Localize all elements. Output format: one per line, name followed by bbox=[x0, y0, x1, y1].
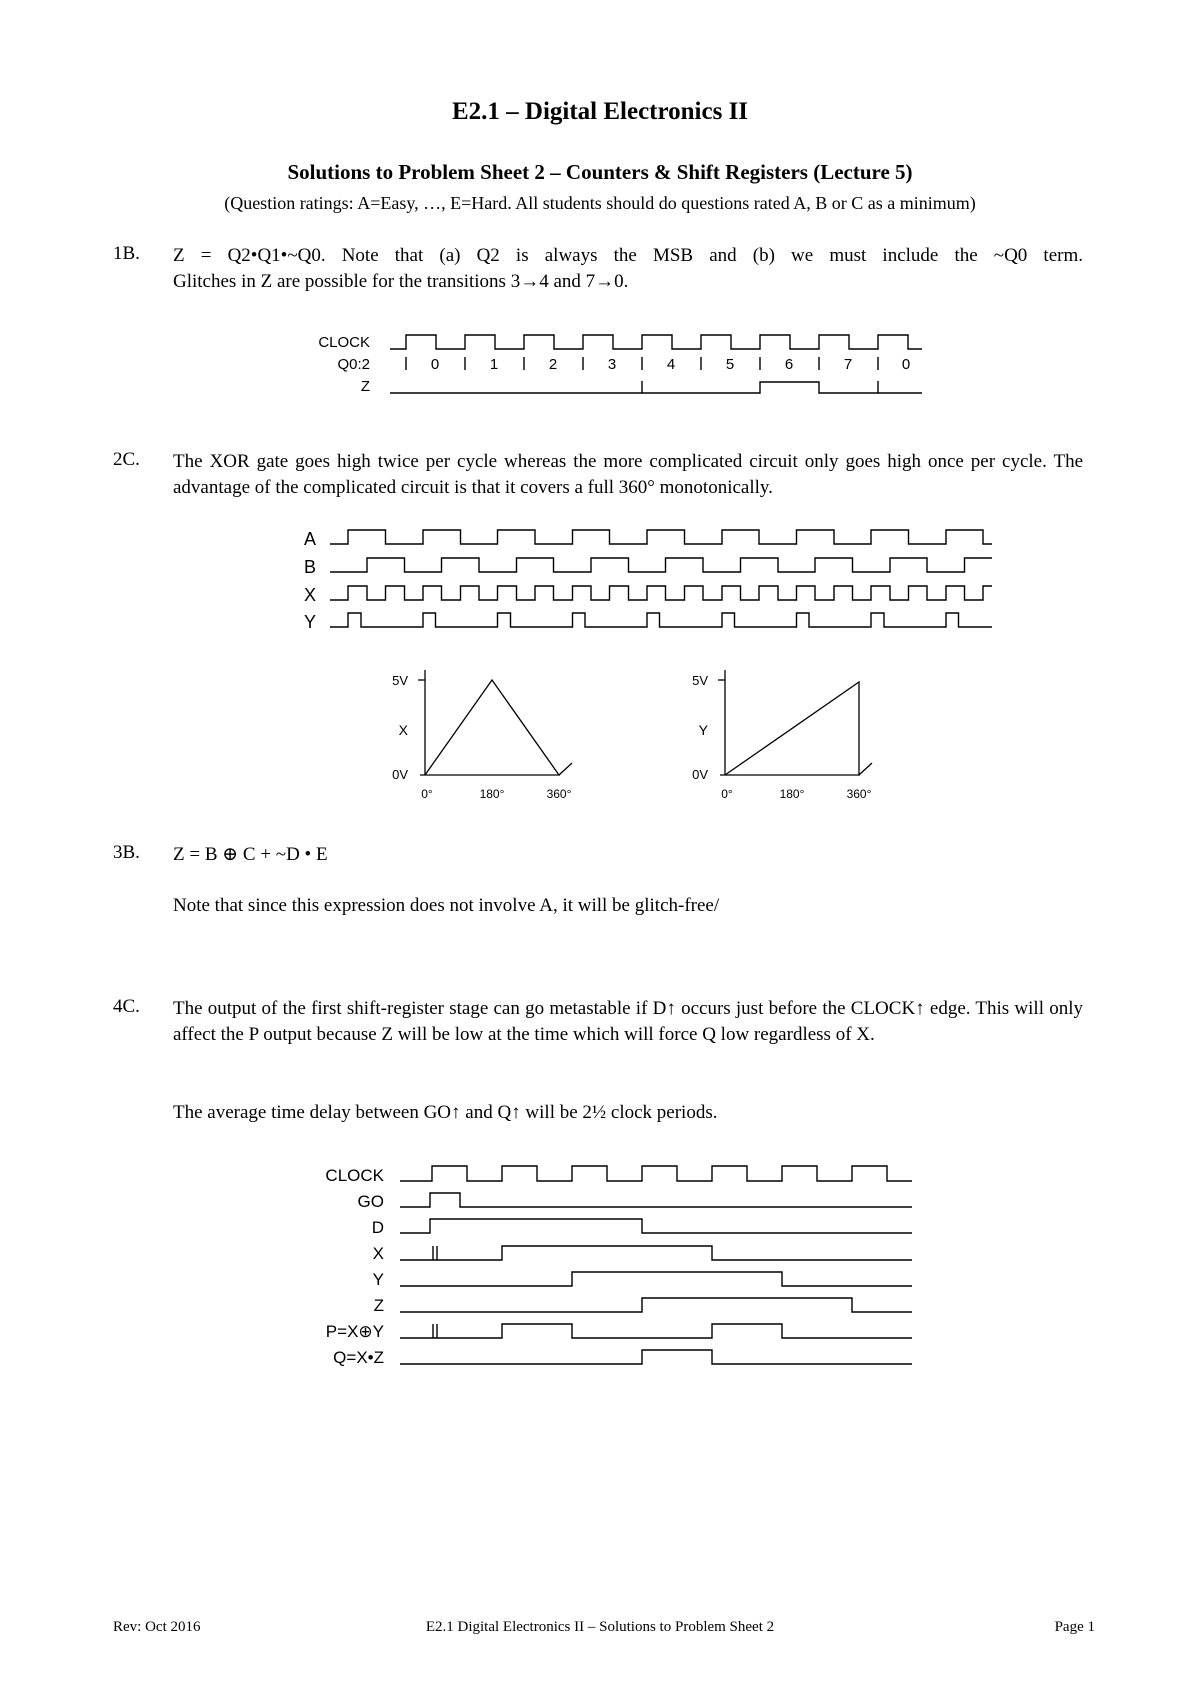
question-2-text: The XOR gate goes high twice per cycle whereas the more complicated circuit only goes high once per cycle. The advantage of the complicated circuit is that it covers a full 360° monotonically. bbox=[173, 451, 1083, 498]
graph-x-vs-phase bbox=[370, 660, 590, 810]
x-tick-label: 360° bbox=[546, 787, 572, 801]
question-ratings-note: (Question ratings: A=Easy, …, E=Hard. All students should do questions rated A, B or C as a minimum) bbox=[224, 193, 976, 213]
page-subtitle: Solutions to Problem Sheet 2 – Counters & Shift Registers (Lecture 5) bbox=[287, 160, 913, 184]
question-2-number: 2C. bbox=[113, 449, 140, 470]
state-label: 1 bbox=[489, 356, 499, 373]
footer-revision: Rev: Oct 2016 bbox=[113, 1619, 201, 1635]
x-tick-label: 0° bbox=[721, 787, 733, 801]
label-z: Z bbox=[360, 378, 370, 395]
page-title: E2.1 – Digital Electronics II bbox=[451, 98, 749, 125]
state-label: 5 bbox=[725, 356, 735, 373]
y-axis-label: Y bbox=[698, 722, 708, 738]
label-go: GO bbox=[357, 1192, 384, 1211]
y-bottom-label: 0V bbox=[692, 767, 708, 782]
question-3-expression: Z = B ⊕ C + ~D • E bbox=[173, 844, 328, 865]
label-b: B bbox=[303, 557, 316, 577]
clock-waveform bbox=[390, 335, 922, 349]
label-clock: CLOCK bbox=[325, 1166, 384, 1185]
footer-title: E2.1 Digital Electronics II – Solutions to Problem Sheet 2 bbox=[425, 1619, 775, 1635]
y-bottom-label: 0V bbox=[392, 767, 408, 782]
timing-diagram-q2 bbox=[0, 520, 1200, 640]
clock-waveform bbox=[400, 1166, 912, 1181]
d-waveform bbox=[400, 1219, 912, 1233]
y-top-label: 5V bbox=[392, 673, 408, 688]
label-y: Y bbox=[372, 1270, 384, 1289]
label-z: Z bbox=[373, 1296, 384, 1315]
question-3-number: 3B. bbox=[113, 842, 140, 863]
state-label: 7 bbox=[843, 356, 853, 373]
x-curve bbox=[425, 680, 559, 775]
label-y: Y bbox=[303, 612, 316, 632]
x-tick-label: 180° bbox=[779, 787, 805, 801]
question-1-number: 1B. bbox=[113, 243, 140, 264]
timing-diagram-q4 bbox=[0, 1160, 1200, 1375]
question-4-text: The output of the first shift-register stage can go metastable if D↑ occurs just before the CLOCK↑ edge. This will only affect the P output because Z will be low at the time which will force Q low regardless of X. bbox=[173, 998, 1083, 1045]
b-waveform bbox=[330, 558, 992, 572]
y-waveform bbox=[400, 1272, 912, 1286]
state-label: 0 bbox=[901, 356, 911, 373]
question-1-line-1: Z = Q2•Q1•~Q0. Note that (a) Q2 is always the MSB and (b) we must include the ~Q0 term. bbox=[173, 245, 1083, 266]
x-waveform bbox=[330, 586, 992, 600]
x-waveform bbox=[400, 1246, 912, 1260]
x-tick-label: 360° bbox=[846, 787, 872, 801]
question-1-line-2: Glitches in Z are possible for the transitions 3→4 and 7→0. bbox=[173, 271, 629, 292]
state-label: 4 bbox=[666, 356, 676, 373]
question-4-number: 4C. bbox=[113, 996, 140, 1017]
label-a: A bbox=[303, 529, 316, 549]
label-x: X bbox=[303, 585, 316, 605]
state-label: 2 bbox=[548, 356, 558, 373]
p-waveform bbox=[400, 1324, 912, 1338]
a-waveform bbox=[330, 530, 992, 544]
state-label: 0 bbox=[430, 356, 440, 373]
y-top-label: 5V bbox=[692, 673, 708, 688]
question-3-note: Note that since this expression does not involve A, it will be glitch-free/ bbox=[173, 895, 720, 916]
label-x: X bbox=[372, 1244, 384, 1263]
y-waveform bbox=[330, 613, 992, 627]
state-label: 6 bbox=[784, 356, 794, 373]
y-curve bbox=[725, 682, 859, 775]
timing-diagram-q1 bbox=[0, 325, 1200, 400]
y-axis-label: X bbox=[398, 722, 408, 738]
go-waveform bbox=[400, 1193, 912, 1207]
footer-page-number: Page 1 bbox=[1054, 1619, 1095, 1635]
q-waveform bbox=[400, 1350, 912, 1364]
graph-y-vs-phase bbox=[670, 660, 890, 810]
label-p: P=X⊕Y bbox=[325, 1322, 384, 1341]
z-waveform bbox=[390, 382, 922, 393]
label-clock: CLOCK bbox=[318, 334, 370, 351]
x-tick-label: 180° bbox=[479, 787, 505, 801]
label-q: Q=X•Z bbox=[333, 1348, 384, 1367]
question-4-delay-note: The average time delay between GO↑ and Q↑ will be 2½ clock periods. bbox=[173, 1102, 718, 1123]
label-q0-2: Q0:2 bbox=[337, 356, 370, 373]
x-tick-label: 0° bbox=[421, 787, 433, 801]
state-label: 3 bbox=[607, 356, 617, 373]
label-d: D bbox=[371, 1218, 384, 1237]
z-waveform bbox=[400, 1298, 912, 1312]
